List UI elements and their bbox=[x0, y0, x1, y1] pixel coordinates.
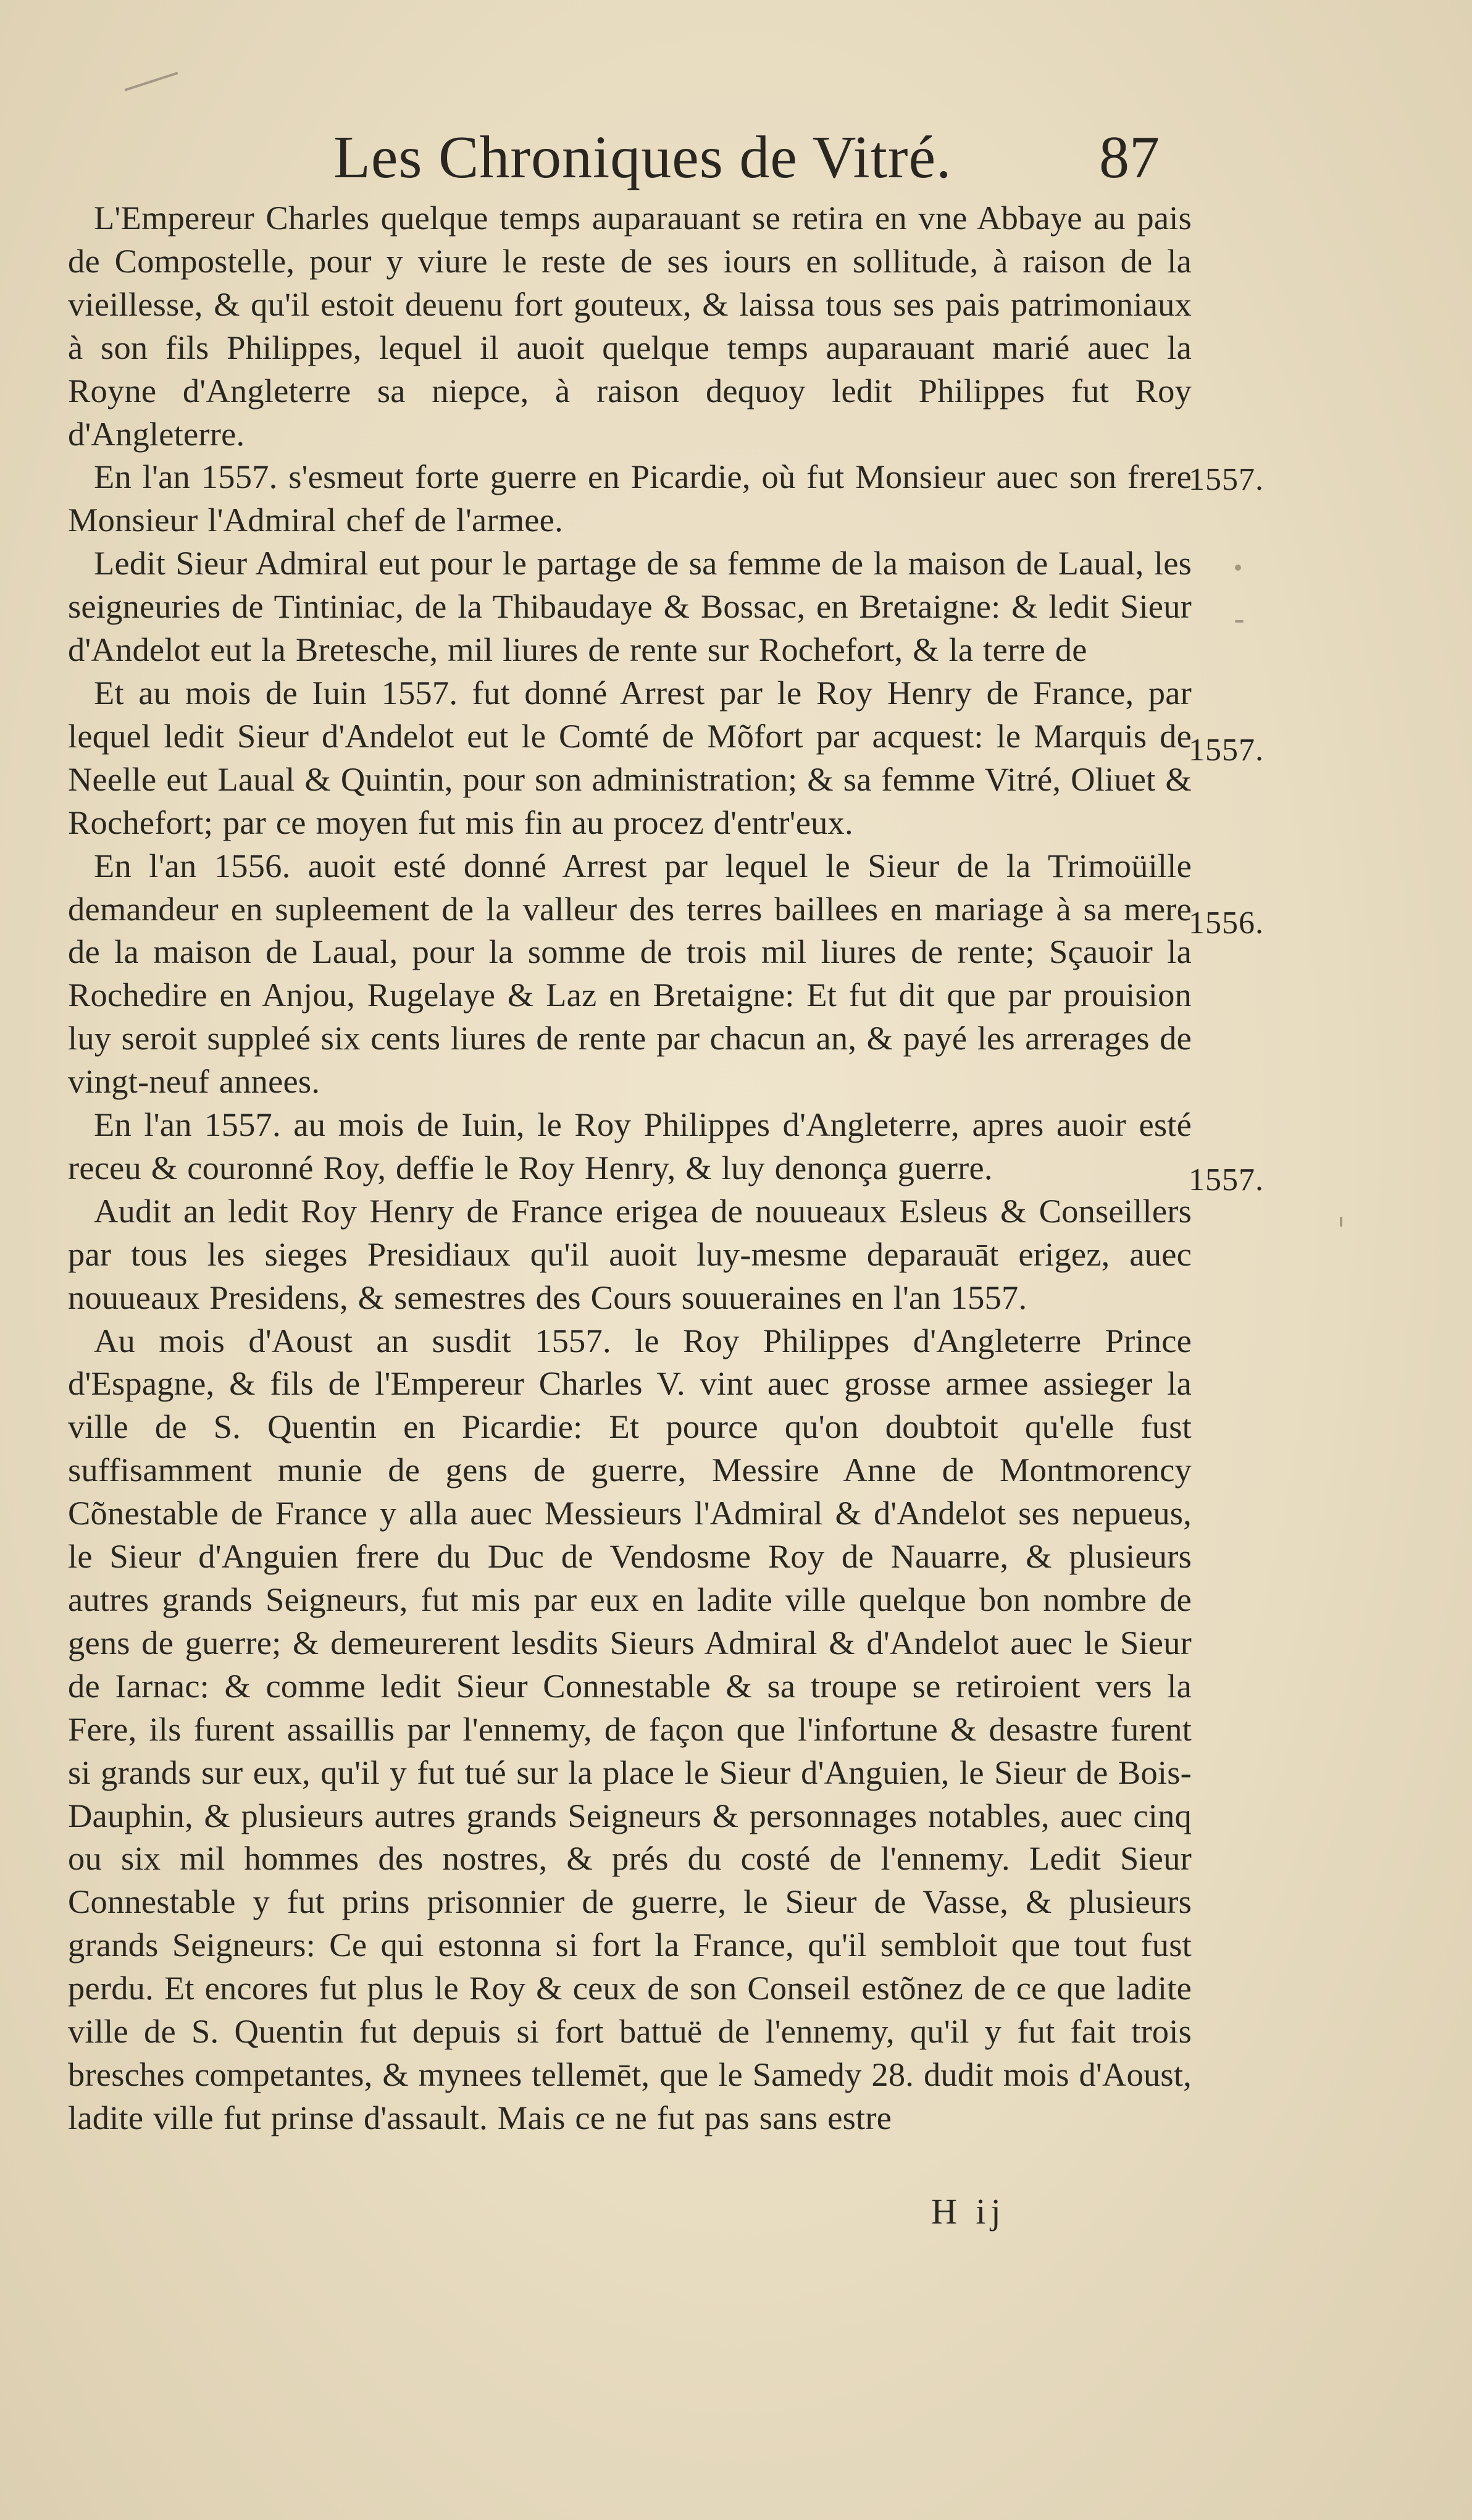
signature-mark: H ij bbox=[931, 2191, 1006, 2232]
paragraph-saint-quentin: Au mois d'Aoust an susdit 1557. le Roy Philippes d'Angleterre Prince d'Espagne, & fils de l'Empereur Charles V. vint auec grosse armee assieger la ville de S. Quentin en Picardie: Et pource qu'on doubtoit qu'elle fust suffisamment munie de gens de guerre, Messire Anne de Montmorency Cõnestable de France y alla auec Messieurs l'Admiral & d'Andelot ses nepueus, le Sieur d'Anguien frere du Duc de Vendosme Roy de Nauarre, & plusieurs autres grands Seigneurs, fut mis par eux en ladite ville quelque bon nombre de gens de guerre; & demeurerent lesdits Sieurs Admiral & d'Andelot auec le Sieur de Iarnac: & comme ledit Sieur Connestable & sa troupe se retiroient vers la Fere, ils furent assaillis par l'ennemy, de façon que l'infortune & desastre furent si grands sur eux, qu'il y fut tué sur la place le Sieur d'Anguien, le Sieur de Bois-Dauphin, & plusieurs autres grands Seigneurs & personnages notables, auec cinq ou six mil hommes des nostres, & prés du costé de l'ennemy. Ledit Sieur Connestable y fut prins prisonnier de guerre, le Sieur de Vasse, & plusieurs grands Seigneurs: Ce qui estonna si fort la France, qu'il sembloit que tout fust perdu. Et encores fut plus le Roy & ceux de son Conseil estõnez de ce que ladite ville de S. Quentin fut depuis si fort battuë de l'ennemy, qu'il y fut fait trois bresches competantes, & mynees tellemēt, que le Samedy 28. dudit mois d'Aoust, ladite ville fut prinse d'assault. Mais ce ne fut pas sans estre bbox=[68, 1321, 1192, 2136]
margin-year: 1557. bbox=[1189, 462, 1264, 497]
paragraph-esleus-conseillers: Audit an ledit Roy Henry de France erigea de nouueaux Esleus & Conseillers par tous les sieges Presidiaux qu'il auoit luy-mesme deparauāt erigez, auec nouueaux Presidens, & semestres des Cours souueraines en l'an 1557. bbox=[68, 1191, 1192, 1316]
margin-year: 1557. bbox=[1189, 1162, 1264, 1198]
stray-ink-mark bbox=[1235, 620, 1244, 623]
running-title: Les Chroniques de Vitré. bbox=[333, 124, 952, 191]
body-text bbox=[68, 196, 1192, 2140]
paragraph-arrest-trimouille: En l'an 1556. auoit esté donné Arrest par lequel le Sieur de la Trimoüille demandeur en supleement de la valleur des terres baillees en mariage à sa mere de la maison de Laual, pour la somme de trois mil liures de rente; Sçauoir la Rochedire en Anjou, Rugelaye & Laz en Bretaigne: Et fut dit que par prouision luy seroit suppleé six cents liures de rente par chacun an, & payé les arrerages de vingt-neuf annees. bbox=[68, 846, 1192, 1101]
paragraph-emperor-retreat: L'Empereur Charles quelque temps auparauant se retira en vne Abbaye au pais de Compostelle, pour y viure le reste de ses iours en sollitude, à raison de la vieillesse, & qu'il estoit deuenu fort gouteux, & laissa tous ses pais patrimoniaux à son fils Philippes, lequel il auoit quelque temps auparauant marié auec la Royne d'Angleterre sa niepce, à raison dequoy ledit Philippes fut Roy d'Angleterre. bbox=[68, 199, 1192, 453]
page-number: 87 bbox=[1099, 124, 1160, 191]
stray-ink-mark bbox=[1340, 1217, 1342, 1227]
margin-year: 1557. bbox=[1189, 733, 1264, 768]
paragraph-philippe-guerre: En l'an 1557. au mois de Iuin, le Roy Philippes d'Angleterre, apres auoir esté receu & couronné Roy, deffie le Roy Henry, & luy denonça guerre. bbox=[68, 1106, 1192, 1186]
paragraph-war-picardie: En l'an 1557. s'esmeut forte guerre en Picardie, où fut Monsieur auec son frere Monsieur l'Admiral chef de l'armee. bbox=[68, 458, 1192, 539]
page-header bbox=[0, 117, 1472, 204]
margin-year: 1556. bbox=[1189, 905, 1264, 941]
paragraph-arrest-juin: Et au mois de Iuin 1557. fut donné Arrest par le Roy Henry de France, par lequel ledit Sieur d'Andelot eut le Comté de Mõfort par acquest: le Marquis de Neelle eut Laual & Quintin, pour son administration; & sa femme Vitré, Oliuet & Rochefort; par ce moyen fut mis fin au procez d'entr'eux. bbox=[68, 673, 1192, 841]
paragraph-admiral-partage: Ledit Sieur Admiral eut pour le partage de sa femme de la maison de Laual, les seigneuries de Tintiniac, de la Thibaudaye & Bossac, en Bretaigne: & ledit Sieur d'Andelot eut la Bretesche, mil liures de rente sur Rochefort, & la terre de bbox=[68, 544, 1192, 669]
stray-ink-mark bbox=[1235, 565, 1241, 571]
pen-stroke-mark bbox=[125, 72, 178, 91]
